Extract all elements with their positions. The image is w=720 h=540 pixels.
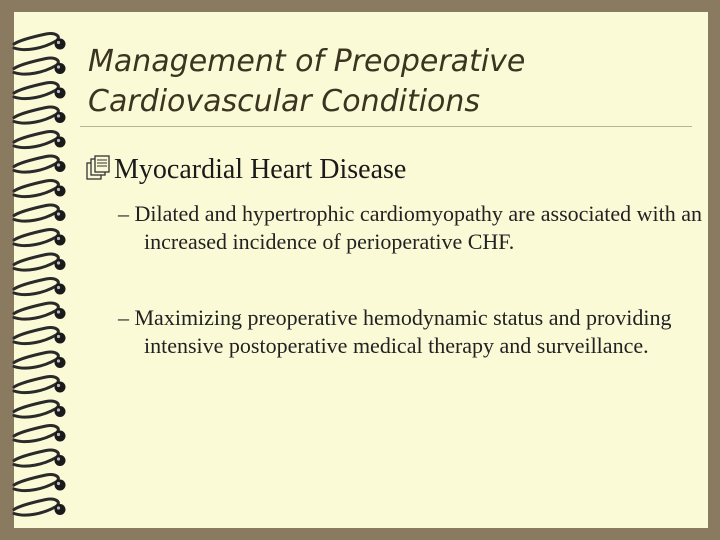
binding-ring <box>14 107 66 123</box>
binding-ring <box>14 475 66 491</box>
binding-ring <box>14 254 66 270</box>
binding-ring <box>14 83 66 99</box>
binding-ring <box>14 230 66 246</box>
binding-ring <box>14 450 66 466</box>
sub-bullet-1-text: Dilated and hypertrophic cardiomyopathy are associated with an increased incidence of perioperative CHF. <box>134 201 703 254</box>
sub-bullet-2-text: Maximizing preoperative hemodynamic status and providing intensive postoperative medical therapy and surveillance. <box>134 305 672 358</box>
binding-ring <box>14 401 66 417</box>
main-bullet-text: Myocardial Heart Disease <box>114 154 407 185</box>
dash-marker: – <box>118 305 129 330</box>
binding-ring <box>14 34 66 50</box>
title-line-1: Management of Preoperative <box>88 44 526 79</box>
main-bullet <box>86 152 696 188</box>
binding-ring <box>14 352 66 368</box>
binding-ring <box>14 156 66 172</box>
sub-bullet-2 <box>118 304 714 360</box>
binding-ring <box>14 328 66 344</box>
binding-ring <box>14 58 66 74</box>
binding-ring <box>14 499 66 515</box>
binding-ring <box>14 132 66 148</box>
binding-ring <box>14 377 66 393</box>
slide-title <box>88 42 688 122</box>
binding-ring <box>14 279 66 295</box>
binding-ring <box>14 426 66 442</box>
binding-ring <box>14 181 66 197</box>
dash-marker: – <box>118 201 129 226</box>
binding-ring <box>14 205 66 221</box>
sub-bullet-1 <box>118 200 714 256</box>
notepad-bullet-icon <box>86 155 112 181</box>
title-divider <box>80 126 692 127</box>
binding-ring <box>14 303 66 319</box>
spiral-binding <box>0 0 80 540</box>
title-line-2: Cardiovascular Conditions <box>88 84 481 119</box>
